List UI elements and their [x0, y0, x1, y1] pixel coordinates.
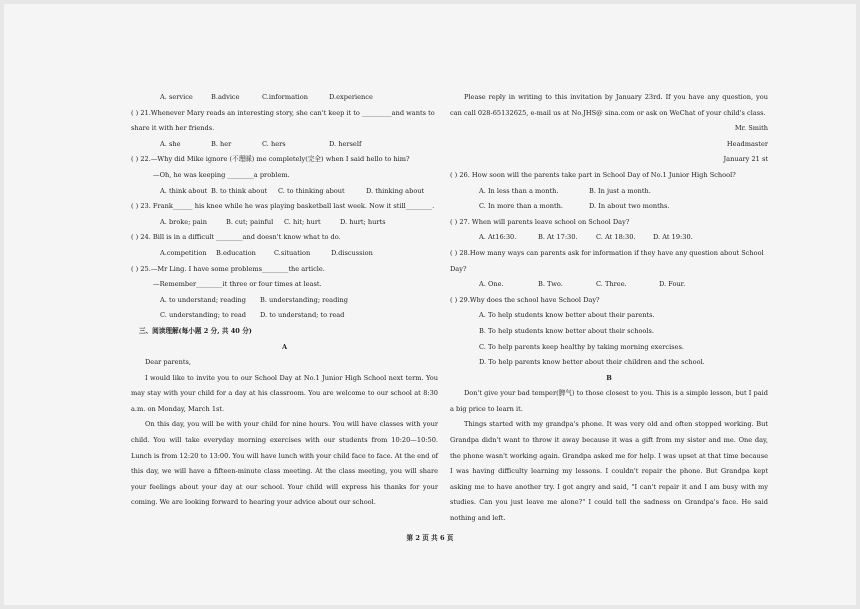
question-23: ( ) 23. Frank______ his knee while he was playing basketball last week. Now it still________. — [131, 202, 435, 211]
option: D.experience — [329, 93, 373, 101]
q29-option-b: B. To help students know better about their schools. — [479, 326, 654, 335]
question-28: ( ) 28.How many ways can parents ask for information if they have any question about School — [450, 248, 764, 257]
question-27: ( ) 27. When will parents leave school on School Day? — [450, 217, 630, 226]
question-22-cont: —Oh, he was keeping ________a problem. — [153, 170, 290, 179]
question-25-cont: —Remember________it three or four times at least. — [153, 280, 322, 289]
question-28-cont: Day? — [450, 264, 467, 273]
option: A. In less than a month. — [479, 186, 559, 195]
question-24: ( ) 24. Bill is in a difficult ________and doesn't know what to do. — [131, 233, 341, 242]
q29-option-c: C. To help parents keep healthy by taking morning exercises. — [479, 342, 684, 351]
q26-options-row1 — [450, 184, 768, 200]
option: D. In about two months. — [589, 202, 670, 211]
option: A. broke; pain — [160, 217, 208, 226]
option: D. hurt; hurts — [340, 217, 386, 226]
option: B. Two. — [538, 280, 563, 289]
q25-options-row1 — [131, 293, 438, 309]
q24-options — [131, 246, 438, 262]
right-column — [450, 90, 768, 527]
option: C. In more than a month. — [479, 202, 563, 211]
passage-a-paragraph-3: Please reply in writing to this invitation by January 23rd. If you have any question, you can call 028-65132625, e-mail us at No.JHS@ sina.com or ask on WeChat of your child's class. — [450, 93, 768, 117]
option: C. to thinking about — [278, 186, 345, 195]
passage-a-paragraph-2: On this day, you will be with your child for nine hours. You will have classes with your child. You will take everyday morning exercises with our students from 10:20—10:50. Lunch is from 12:20 to 13:00. You will have lunch with your child face to face. At the end of this day, we will have a fifteen-minute class meeting. At the class meeting, you will share your feelings about your day at our school. Your child will express his thanks for your coming. We are looking forward to hearing your advice about our school. — [131, 420, 438, 507]
question-26: ( ) 26. How soon will the parents take part in School Day of No.1 Junior High School? — [450, 170, 736, 179]
salutation: Dear parents, — [145, 358, 191, 367]
option: A. think about — [160, 186, 208, 195]
option: C. At 18:30. — [596, 233, 636, 242]
page-footer: 第 2 页 共 6 页 — [406, 534, 454, 542]
option: C. hit; hurt — [284, 217, 321, 226]
option: B. her — [211, 139, 232, 148]
option: B. cut; painful — [226, 217, 274, 226]
question-29: ( ) 29.Why does the school have School Day? — [450, 295, 600, 304]
signature-date: January 21 st — [723, 155, 768, 164]
option: B.advice — [211, 93, 240, 101]
option: D. At 19:30. — [653, 233, 693, 242]
option: B. understanding; reading — [260, 295, 348, 304]
q22-options — [131, 184, 438, 200]
option: B. In just a month. — [589, 186, 651, 195]
option: A. service — [160, 93, 193, 101]
passage-b-paragraph-2: Things started with my grandpa's phone. It was very old and often stopped working. But Grandpa didn't want to throw it away because it was a gift from my sister and me. One day, the phone wasn't working again. Grandpa asked me for help. I was upset at that time because I was having difficulty learning my lessons. I couldn't repair the phone. But Grandpa kept asking me to have another try. I got angry and said, "I can't repair it and I am busy with my studies. Can you just leave me alone?" I could tell the sadness on Grandpa's face. He said nothing and left. — [450, 420, 768, 523]
passage-a-title: A — [281, 342, 288, 351]
q21-options — [131, 137, 438, 153]
q20-options — [131, 90, 438, 106]
option: D. herself — [329, 139, 362, 148]
q29-option-a: A. To help students know better about their parents. — [479, 311, 655, 320]
question-22: ( ) 22.—Why did Mike ignore (不理睬) me completely(完全) when I said hello to him? — [131, 155, 410, 164]
option: A. One. — [479, 280, 504, 289]
option: C. understanding; to read — [160, 311, 247, 320]
exam-page — [4, 4, 856, 605]
option: B. to think about — [211, 186, 268, 195]
question-21: ( ) 21.Whenever Mary reads an interesting story, she can't keep it to _________and wants to — [131, 108, 435, 117]
signature-name: Mr. Smith — [734, 124, 768, 133]
passage-b-title: B — [606, 373, 612, 382]
passage-b-paragraph-1: Don't give your bad temper(脾气) to those closest to you. This is a simple lesson, but I paid a big price to learn it. — [450, 389, 768, 413]
option: C. hers — [262, 139, 286, 148]
option: C.information — [262, 93, 308, 101]
signature-title: Headmaster — [726, 139, 768, 148]
option: C. Three. — [596, 280, 627, 289]
option: A.competition — [160, 248, 207, 257]
option: D. thinking about — [366, 186, 425, 195]
option: B. At 17:30. — [538, 233, 578, 242]
option: D. to understand; to read — [260, 311, 345, 320]
option: D.discussion — [331, 248, 373, 257]
q23-options — [131, 215, 438, 231]
question-21-cont: share it with her friends. — [131, 124, 215, 133]
section-heading: 三、阅读理解(每小题 2 分, 共 40 分) — [139, 326, 252, 335]
q28-options — [450, 277, 768, 293]
passage-a-paragraph-1: I would like to invite you to our School Day at No.1 Junior High School next term. You may stay with your child for a day at his classroom. You are welcome to our school at 8:30 a.m. on Monday, March 1st. — [131, 373, 438, 413]
q25-options-row2 — [131, 308, 438, 324]
q29-option-d: D. To help parents know better about their children and the school. — [479, 358, 705, 367]
q26-options-row2 — [450, 199, 768, 215]
question-25: ( ) 25.—Mr Ling. I have some problems________the article. — [131, 264, 325, 273]
option: A. she — [160, 139, 181, 148]
option: A. to understand; reading — [160, 295, 246, 304]
left-column — [131, 90, 438, 511]
option: A. At16:30. — [479, 233, 517, 242]
option: B.education — [216, 248, 256, 257]
option: C.situation — [274, 248, 311, 257]
option: D. Four. — [659, 280, 686, 289]
q27-options — [450, 230, 768, 246]
